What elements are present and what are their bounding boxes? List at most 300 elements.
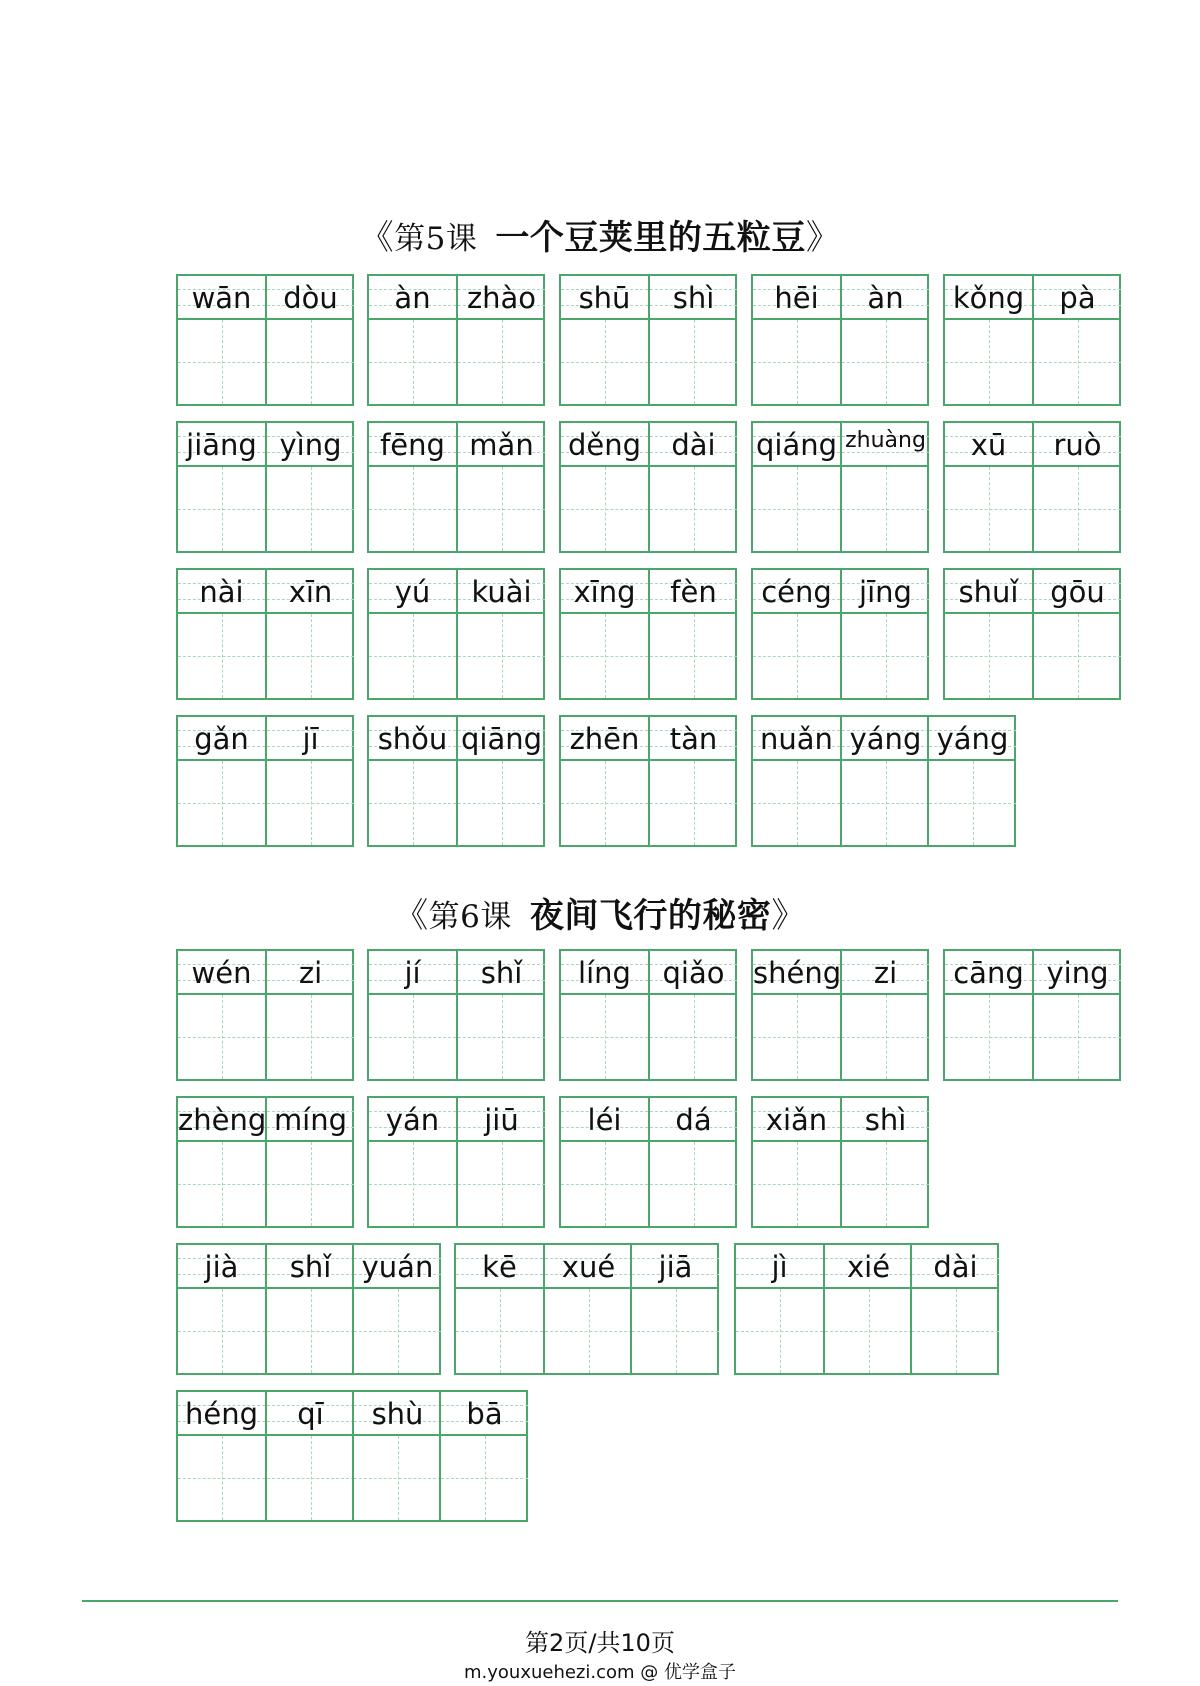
tianzige-square[interactable] xyxy=(458,614,545,698)
word-box xyxy=(751,274,929,406)
pinyin-syllable: àn xyxy=(394,281,431,315)
word-box xyxy=(559,949,737,1081)
tianzige-square[interactable] xyxy=(1034,995,1121,1079)
word-box xyxy=(454,1243,719,1375)
pinyin-lines xyxy=(178,1245,265,1289)
tianzige-square[interactable] xyxy=(178,761,265,845)
tianzige-square[interactable] xyxy=(929,761,1016,845)
pinyin-lines xyxy=(561,423,648,467)
word-box xyxy=(943,568,1121,700)
pinyin-syllable: yìng xyxy=(279,428,342,462)
word-box xyxy=(751,1096,929,1228)
pinyin-syllable: shì xyxy=(672,281,715,315)
character-cell xyxy=(561,276,648,406)
pinyin-syllable: yán xyxy=(385,1103,440,1137)
character-cell xyxy=(840,570,929,700)
word-box xyxy=(943,274,1121,406)
character-cell xyxy=(352,1392,441,1522)
tianzige-square[interactable] xyxy=(354,1289,441,1373)
character-cell xyxy=(265,1392,354,1522)
word-box xyxy=(559,568,737,700)
pinyin-syllable: cāng xyxy=(953,956,1024,990)
tianzige-square[interactable] xyxy=(178,995,265,1079)
character-cell xyxy=(648,423,737,553)
tianzige-square[interactable] xyxy=(561,995,648,1079)
pinyin-lines xyxy=(354,1245,441,1289)
pinyin-lines xyxy=(1034,423,1121,467)
pinyin-lines xyxy=(945,951,1032,995)
pinyin-lines xyxy=(561,276,648,320)
word-box xyxy=(367,1096,545,1228)
pinyin-lines xyxy=(178,570,265,614)
tianzige-square[interactable] xyxy=(354,1436,441,1520)
character-cell xyxy=(753,276,840,406)
pinyin-lines xyxy=(178,717,265,761)
pinyin-syllable: gōu xyxy=(1050,575,1105,609)
pinyin-syllable: ruò xyxy=(1053,428,1102,462)
tianzige-square[interactable] xyxy=(753,320,840,404)
tianzige-square[interactable] xyxy=(441,1436,528,1520)
pinyin-lines xyxy=(369,951,456,995)
pinyin-lines xyxy=(650,570,737,614)
tianzige-square[interactable] xyxy=(178,320,265,404)
tianzige-square[interactable] xyxy=(753,467,840,551)
tianzige-square[interactable] xyxy=(561,761,648,845)
pinyin-syllable: jiū xyxy=(484,1103,519,1137)
pinyin-syllable: céng xyxy=(761,575,832,609)
title-bracket-close: 》 xyxy=(805,218,841,258)
word-box xyxy=(176,949,354,1081)
pinyin-lines xyxy=(267,276,354,320)
pinyin-syllable: gǎn xyxy=(194,722,249,756)
pinyin-lines xyxy=(267,1245,354,1289)
character-cell xyxy=(265,570,354,700)
pinyin-syllable: nài xyxy=(199,575,244,609)
lesson-name: 一个豆荚里的五粒豆 xyxy=(495,218,806,258)
character-cell xyxy=(456,717,545,847)
pinyin-syllable: míng xyxy=(273,1103,348,1137)
tianzige-square[interactable] xyxy=(753,995,840,1079)
character-cell xyxy=(543,1245,632,1375)
tianzige-square[interactable] xyxy=(267,1436,354,1520)
pinyin-syllable: pà xyxy=(1059,281,1096,315)
word-box xyxy=(559,715,737,847)
page-number: 第2页/共10页 xyxy=(525,1629,675,1657)
pinyin-lines xyxy=(267,423,354,467)
word-box xyxy=(176,274,354,406)
character-cell xyxy=(840,1098,929,1228)
tianzige-square[interactable] xyxy=(561,467,648,551)
tianzige-square[interactable] xyxy=(736,1289,823,1373)
tianzige-square[interactable] xyxy=(842,1142,929,1226)
character-cell xyxy=(178,1098,265,1228)
tianzige-square[interactable] xyxy=(456,1289,543,1373)
pinyin-syllable: zi xyxy=(873,956,898,990)
tianzige-square[interactable] xyxy=(632,1289,719,1373)
pinyin-lines xyxy=(650,951,737,995)
pinyin-syllable: shuǐ xyxy=(958,575,1019,609)
pinyin-lines xyxy=(178,423,265,467)
character-cell xyxy=(561,570,648,700)
pinyin-syllable: xīn xyxy=(288,575,333,609)
pinyin-lines xyxy=(1034,570,1121,614)
character-cell xyxy=(369,423,456,553)
pinyin-lines xyxy=(369,570,456,614)
pinyin-syllable: xué xyxy=(561,1250,616,1284)
pinyin-lines xyxy=(267,717,354,761)
tianzige-square[interactable] xyxy=(753,761,840,845)
word-box xyxy=(176,1096,354,1228)
tianzige-square[interactable] xyxy=(650,614,737,698)
pinyin-lines xyxy=(267,570,354,614)
character-cell xyxy=(753,951,840,1081)
pinyin-syllable: hēi xyxy=(774,281,819,315)
character-cell xyxy=(927,717,1016,847)
character-cell xyxy=(945,951,1032,1081)
pinyin-lines xyxy=(929,717,1016,761)
pinyin-syllable: wén xyxy=(191,956,252,990)
tianzige-square[interactable] xyxy=(842,995,929,1079)
tianzige-square[interactable] xyxy=(842,614,929,698)
tianzige-square[interactable] xyxy=(650,761,737,845)
pinyin-syllable: zhào xyxy=(466,281,537,315)
tianzige-square[interactable] xyxy=(178,1142,265,1226)
tianzige-square[interactable] xyxy=(1034,614,1121,698)
character-cell xyxy=(648,276,737,406)
pinyin-lines xyxy=(369,1098,456,1142)
word-box xyxy=(176,715,354,847)
site-credit: m.youxuehezi.com @ 优学盒子 xyxy=(463,1662,736,1683)
word-box xyxy=(751,421,929,553)
pinyin-lines xyxy=(267,1098,354,1142)
tianzige-square[interactable] xyxy=(267,320,354,404)
pinyin-syllable: dá xyxy=(675,1103,712,1137)
character-cell xyxy=(178,570,265,700)
tianzige-square[interactable] xyxy=(267,761,354,845)
character-cell xyxy=(736,1245,823,1375)
pinyin-syllable: yú xyxy=(394,575,431,609)
tianzige-square[interactable] xyxy=(650,995,737,1079)
character-cell xyxy=(1032,276,1121,406)
pinyin-syllable: shù xyxy=(371,1397,424,1431)
character-cell xyxy=(265,276,354,406)
pinyin-lines xyxy=(178,951,265,995)
word-box xyxy=(367,421,545,553)
pinyin-syllable: tàn xyxy=(669,722,718,756)
character-cell xyxy=(456,951,545,1081)
tianzige-square[interactable] xyxy=(458,995,545,1079)
lesson-number: 第6课 xyxy=(428,899,512,935)
word-box xyxy=(734,1243,999,1375)
character-cell xyxy=(823,1245,912,1375)
word-box xyxy=(176,1390,528,1522)
pinyin-lines xyxy=(842,276,929,320)
tianzige-square[interactable] xyxy=(369,761,456,845)
pinyin-lines xyxy=(945,276,1032,320)
character-cell xyxy=(910,1245,999,1375)
pinyin-syllable: shì xyxy=(864,1103,907,1137)
character-cell xyxy=(265,423,354,553)
character-cell xyxy=(178,1392,265,1522)
pinyin-lines xyxy=(1034,276,1121,320)
character-cell xyxy=(456,570,545,700)
word-box xyxy=(943,421,1121,553)
pinyin-syllable: zhuàng xyxy=(845,428,926,453)
title-bracket-open: 《 xyxy=(394,896,429,936)
tianzige-square[interactable] xyxy=(458,320,545,404)
pinyin-lines xyxy=(178,1098,265,1142)
pinyin-lines xyxy=(267,951,354,995)
tianzige-square[interactable] xyxy=(458,1142,545,1226)
character-cell xyxy=(840,423,929,553)
pinyin-lines xyxy=(842,1098,929,1142)
pinyin-lines xyxy=(458,570,545,614)
pinyin-syllable: yuán xyxy=(361,1250,434,1284)
pinyin-syllable: qiáng xyxy=(755,428,838,462)
pinyin-lines xyxy=(650,717,737,761)
pinyin-lines xyxy=(912,1245,999,1289)
tianzige-square[interactable] xyxy=(945,614,1032,698)
character-cell xyxy=(178,951,265,1081)
pinyin-lines xyxy=(753,951,840,995)
tianzige-square[interactable] xyxy=(842,320,929,404)
pinyin-lines xyxy=(650,423,737,467)
character-cell xyxy=(456,423,545,553)
character-cell xyxy=(648,717,737,847)
pinyin-syllable: shǐ xyxy=(480,956,523,990)
pinyin-syllable: jià xyxy=(204,1250,239,1284)
pinyin-lines xyxy=(753,423,840,467)
character-cell xyxy=(648,1098,737,1228)
tianzige-square[interactable] xyxy=(178,467,265,551)
pinyin-syllable: yáng xyxy=(849,722,922,756)
pinyin-lines xyxy=(945,570,1032,614)
pinyin-lines xyxy=(753,1098,840,1142)
tianzige-square[interactable] xyxy=(561,1142,648,1226)
pinyin-lines xyxy=(369,276,456,320)
character-cell xyxy=(945,423,1032,553)
pinyin-syllable: léi xyxy=(587,1103,622,1137)
character-cell xyxy=(369,717,456,847)
pinyin-lines xyxy=(178,1392,265,1436)
tianzige-square[interactable] xyxy=(945,995,1032,1079)
pinyin-syllable: líng xyxy=(578,956,631,990)
pinyin-lines xyxy=(354,1392,441,1436)
tianzige-square[interactable] xyxy=(267,1289,354,1373)
pinyin-lines xyxy=(178,276,265,320)
character-cell xyxy=(561,423,648,553)
pinyin-syllable: fēng xyxy=(380,428,445,462)
tianzige-square[interactable] xyxy=(842,761,929,845)
character-cell xyxy=(456,276,545,406)
pinyin-lines xyxy=(945,423,1032,467)
word-box xyxy=(176,568,354,700)
tianzige-square[interactable] xyxy=(753,1142,840,1226)
tianzige-square[interactable] xyxy=(912,1289,999,1373)
character-cell xyxy=(265,1245,354,1375)
tianzige-square[interactable] xyxy=(267,614,354,698)
pinyin-syllable: zhèng xyxy=(178,1103,267,1137)
pinyin-syllable: děng xyxy=(567,428,642,462)
character-cell xyxy=(753,717,840,847)
pinyin-syllable: nuǎn xyxy=(760,722,833,756)
footer-divider xyxy=(82,1600,1118,1602)
character-cell xyxy=(369,276,456,406)
character-cell xyxy=(369,570,456,700)
pinyin-lines xyxy=(561,717,648,761)
pinyin-syllable: shū xyxy=(578,281,631,315)
word-box xyxy=(367,568,545,700)
pinyin-lines xyxy=(842,570,929,614)
pinyin-lines xyxy=(561,1098,648,1142)
tianzige-square[interactable] xyxy=(650,467,737,551)
pinyin-syllable: jí xyxy=(404,956,421,990)
character-cell xyxy=(1032,423,1121,553)
pinyin-lines xyxy=(458,423,545,467)
tianzige-square[interactable] xyxy=(561,614,648,698)
character-cell xyxy=(265,1098,354,1228)
tianzige-square[interactable] xyxy=(178,1436,265,1520)
tianzige-square[interactable] xyxy=(369,614,456,698)
tianzige-square[interactable] xyxy=(1034,467,1121,551)
character-cell xyxy=(369,1098,456,1228)
tianzige-square[interactable] xyxy=(842,467,929,551)
tianzige-square[interactable] xyxy=(945,467,1032,551)
word-box xyxy=(559,421,737,553)
pinyin-lines xyxy=(369,717,456,761)
tianzige-square[interactable] xyxy=(369,995,456,1079)
character-cell xyxy=(753,423,840,553)
character-cell xyxy=(178,276,265,406)
word-box xyxy=(176,421,354,553)
pinyin-lines xyxy=(458,951,545,995)
lesson-number: 第5课 xyxy=(394,221,478,257)
word-box xyxy=(367,274,545,406)
character-cell xyxy=(648,951,737,1081)
pinyin-syllable: jiā xyxy=(658,1250,693,1284)
character-cell xyxy=(178,423,265,553)
character-cell xyxy=(561,951,648,1081)
tianzige-square[interactable] xyxy=(561,320,648,404)
character-cell xyxy=(561,1098,648,1228)
pinyin-syllable: jīng xyxy=(859,575,912,609)
pinyin-lines xyxy=(650,1098,737,1142)
pinyin-syllable: jiāng xyxy=(186,428,257,462)
pinyin-syllable: héng xyxy=(184,1397,258,1431)
tianzige-square[interactable] xyxy=(825,1289,912,1373)
pinyin-lines xyxy=(842,717,929,761)
tianzige-square[interactable] xyxy=(650,1142,737,1226)
character-cell xyxy=(1032,570,1121,700)
character-cell xyxy=(840,276,929,406)
pinyin-lines xyxy=(561,951,648,995)
pinyin-lines xyxy=(753,717,840,761)
pinyin-syllable: mǎn xyxy=(469,428,534,462)
tianzige-square[interactable] xyxy=(650,320,737,404)
pinyin-syllable: qiāng xyxy=(460,722,543,756)
pinyin-syllable: qiǎo xyxy=(662,956,725,990)
pinyin-syllable: wān xyxy=(191,281,252,315)
tianzige-square[interactable] xyxy=(458,467,545,551)
pinyin-syllable: fèn xyxy=(670,575,717,609)
tianzige-square[interactable] xyxy=(178,1289,265,1373)
tianzige-square[interactable] xyxy=(545,1289,632,1373)
character-cell xyxy=(648,570,737,700)
pinyin-syllable: ying xyxy=(1046,956,1109,990)
character-cell xyxy=(369,951,456,1081)
character-cell xyxy=(945,570,1032,700)
pinyin-lines xyxy=(825,1245,912,1289)
tianzige-square[interactable] xyxy=(267,467,354,551)
word-box xyxy=(559,274,737,406)
character-cell xyxy=(630,1245,719,1375)
pinyin-syllable: àn xyxy=(867,281,904,315)
pinyin-syllable: xū xyxy=(970,428,1007,462)
pinyin-lines xyxy=(458,717,545,761)
pinyin-syllable: jī xyxy=(302,722,319,756)
word-box xyxy=(751,949,929,1081)
pinyin-lines xyxy=(736,1245,823,1289)
character-cell xyxy=(561,717,648,847)
tianzige-square[interactable] xyxy=(267,1142,354,1226)
lesson-name: 夜间飞行的秘密 xyxy=(529,896,772,936)
pinyin-syllable: shǐ xyxy=(289,1250,332,1284)
pinyin-lines xyxy=(458,1098,545,1142)
word-box xyxy=(176,1243,441,1375)
pinyin-syllable: xiǎn xyxy=(765,1103,828,1137)
pinyin-syllable: kuài xyxy=(471,575,532,609)
tianzige-square[interactable] xyxy=(267,995,354,1079)
tianzige-square[interactable] xyxy=(369,1142,456,1226)
pinyin-syllable: kē xyxy=(482,1250,517,1284)
character-cell xyxy=(178,717,265,847)
pinyin-lines xyxy=(545,1245,632,1289)
character-cell xyxy=(753,570,840,700)
character-cell xyxy=(265,951,354,1081)
pinyin-syllable: zi xyxy=(298,956,323,990)
pinyin-syllable: yáng xyxy=(936,722,1009,756)
pinyin-lines xyxy=(632,1245,719,1289)
pinyin-syllable: dài xyxy=(671,428,716,462)
tianzige-square[interactable] xyxy=(369,467,456,551)
character-cell xyxy=(439,1392,528,1522)
pinyin-syllable: qī xyxy=(297,1397,324,1431)
pinyin-syllable: xié xyxy=(846,1250,891,1284)
tianzige-square[interactable] xyxy=(458,761,545,845)
pinyin-syllable: dài xyxy=(933,1250,978,1284)
pinyin-lines xyxy=(441,1392,528,1436)
tianzige-square[interactable] xyxy=(178,614,265,698)
pinyin-lines xyxy=(456,1245,543,1289)
word-box xyxy=(751,715,1016,847)
word-box xyxy=(367,949,545,1081)
tianzige-square[interactable] xyxy=(1034,320,1121,404)
pinyin-syllable: zhēn xyxy=(569,722,640,756)
character-cell xyxy=(265,717,354,847)
tianzige-square[interactable] xyxy=(945,320,1032,404)
word-box xyxy=(943,949,1121,1081)
pinyin-lines xyxy=(753,570,840,614)
pinyin-lines xyxy=(267,1392,354,1436)
character-cell xyxy=(840,717,929,847)
pinyin-syllable: bā xyxy=(466,1397,503,1431)
character-cell xyxy=(178,1245,265,1375)
tianzige-square[interactable] xyxy=(753,614,840,698)
tianzige-square[interactable] xyxy=(369,320,456,404)
pinyin-syllable: kǒng xyxy=(952,281,1025,315)
character-cell xyxy=(945,276,1032,406)
pinyin-lines xyxy=(753,276,840,320)
